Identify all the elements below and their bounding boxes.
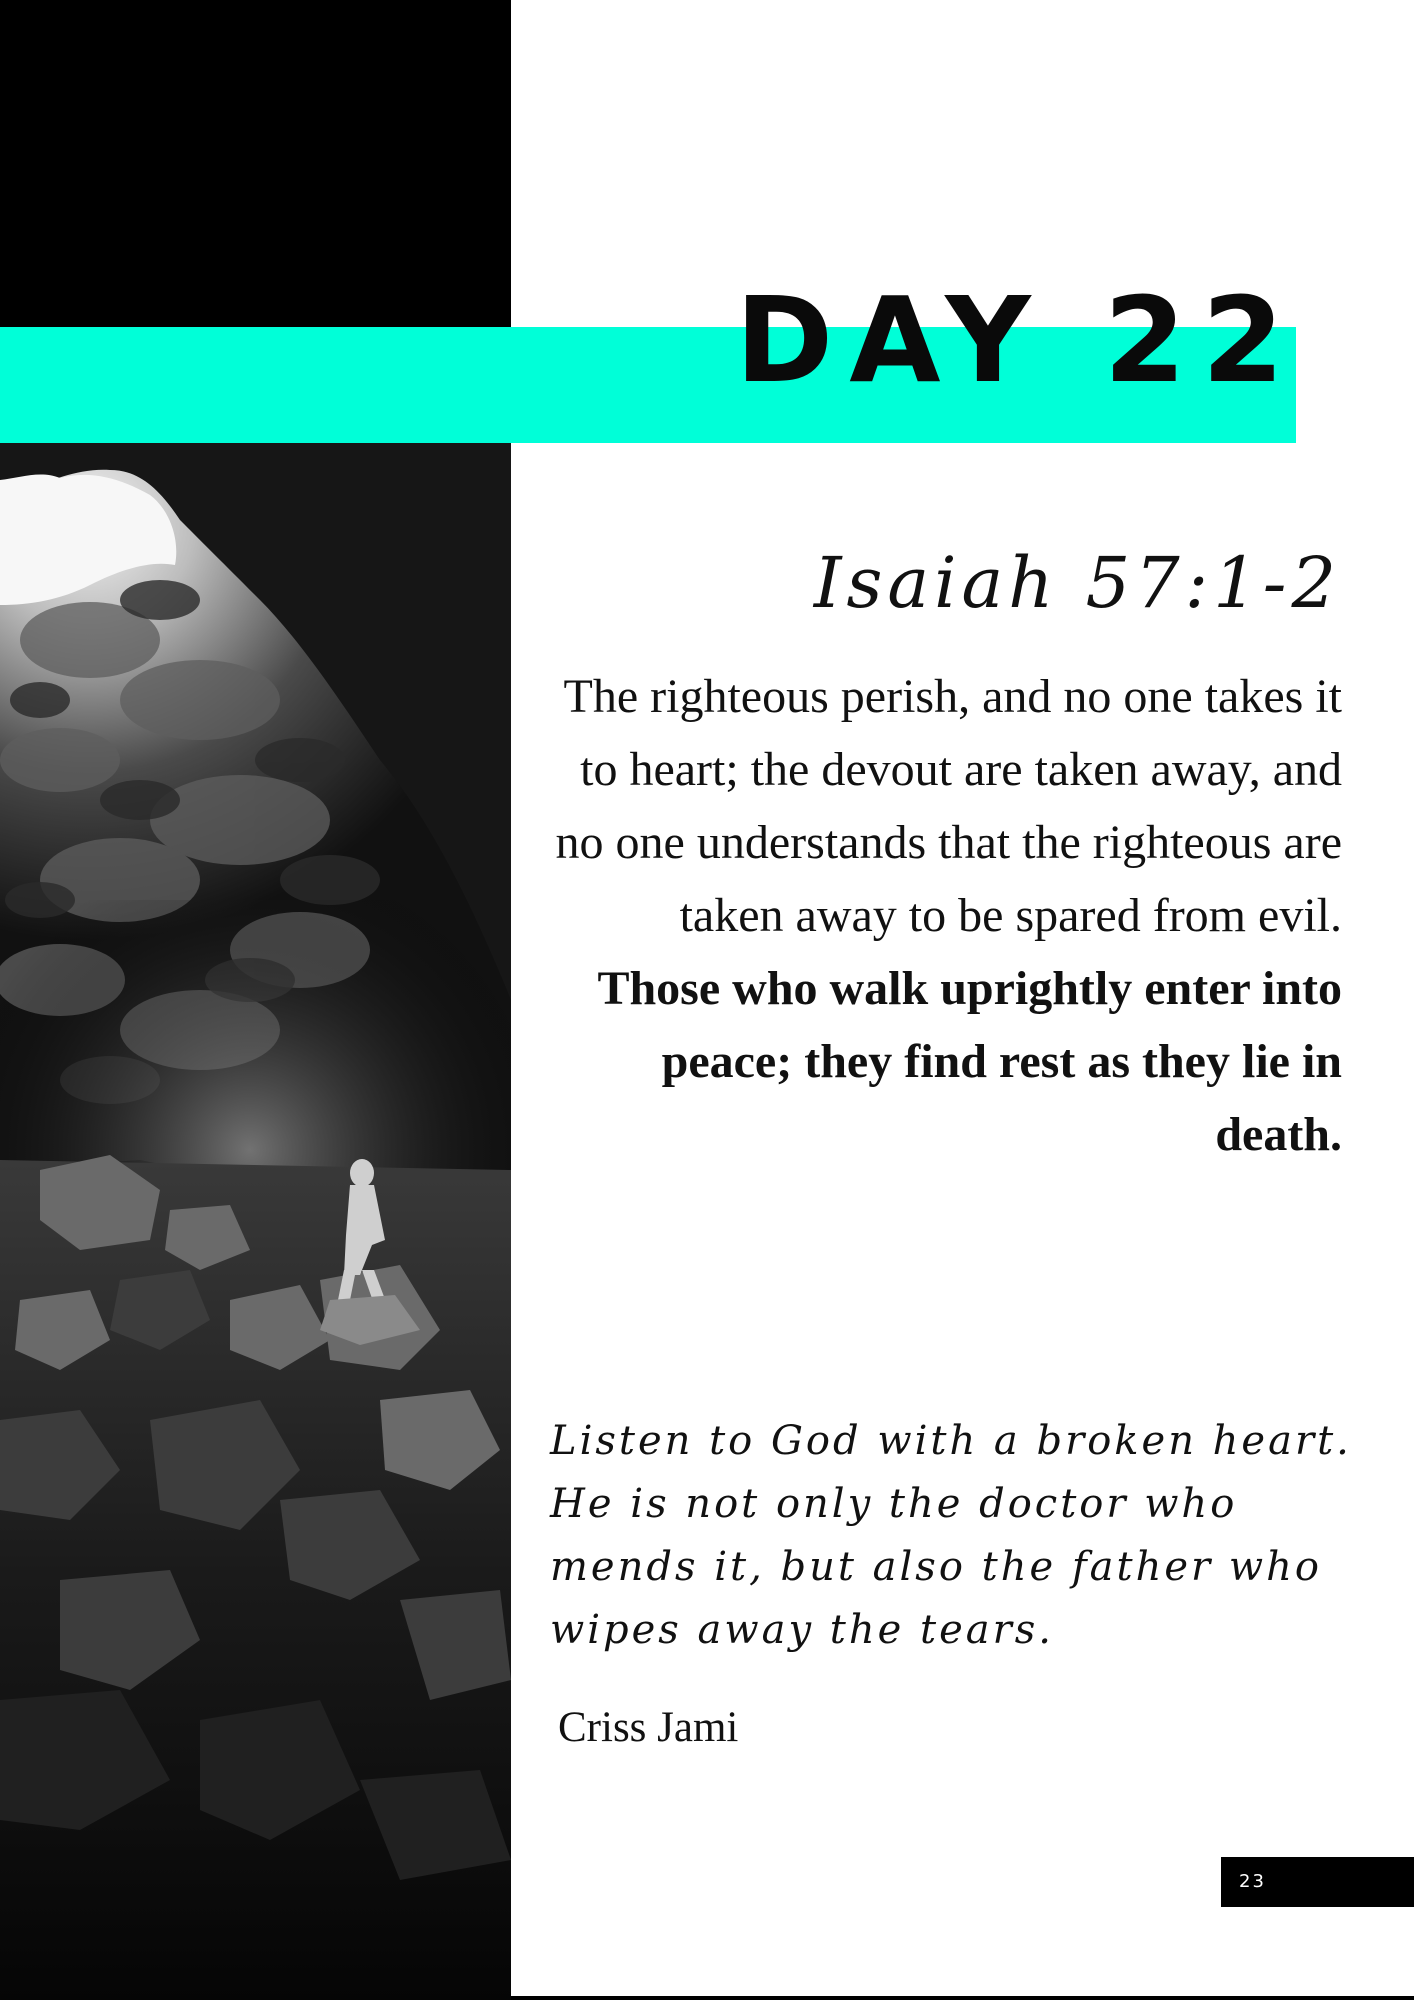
- scripture-text-regular: The righteous perish, and no one takes it to heart; the devout are taken away, and no one understands that the righteous are taken away to be spared from evil.: [555, 670, 1342, 942]
- bottom-edge-strip: [511, 1996, 1414, 2000]
- quote-author: Criss Jami: [558, 1704, 739, 1751]
- scripture-text-bold: Those who walk uprightly enter into peace; they find rest as they lie in death.: [597, 962, 1342, 1161]
- scripture-text: [548, 660, 1342, 1171]
- scripture-reference: Isaiah 57:1-2: [813, 542, 1341, 624]
- quote-text: Listen to God with a broken heart. He is not only the doctor who mends it, but also the father who wipes away the tears.: [550, 1418, 1352, 1653]
- page-number: 23: [1221, 1857, 1414, 1907]
- cave-with-person-photo-icon: [0, 0, 511, 2000]
- cave-photo: [0, 0, 511, 2000]
- day-title: DAY 22: [735, 271, 1300, 409]
